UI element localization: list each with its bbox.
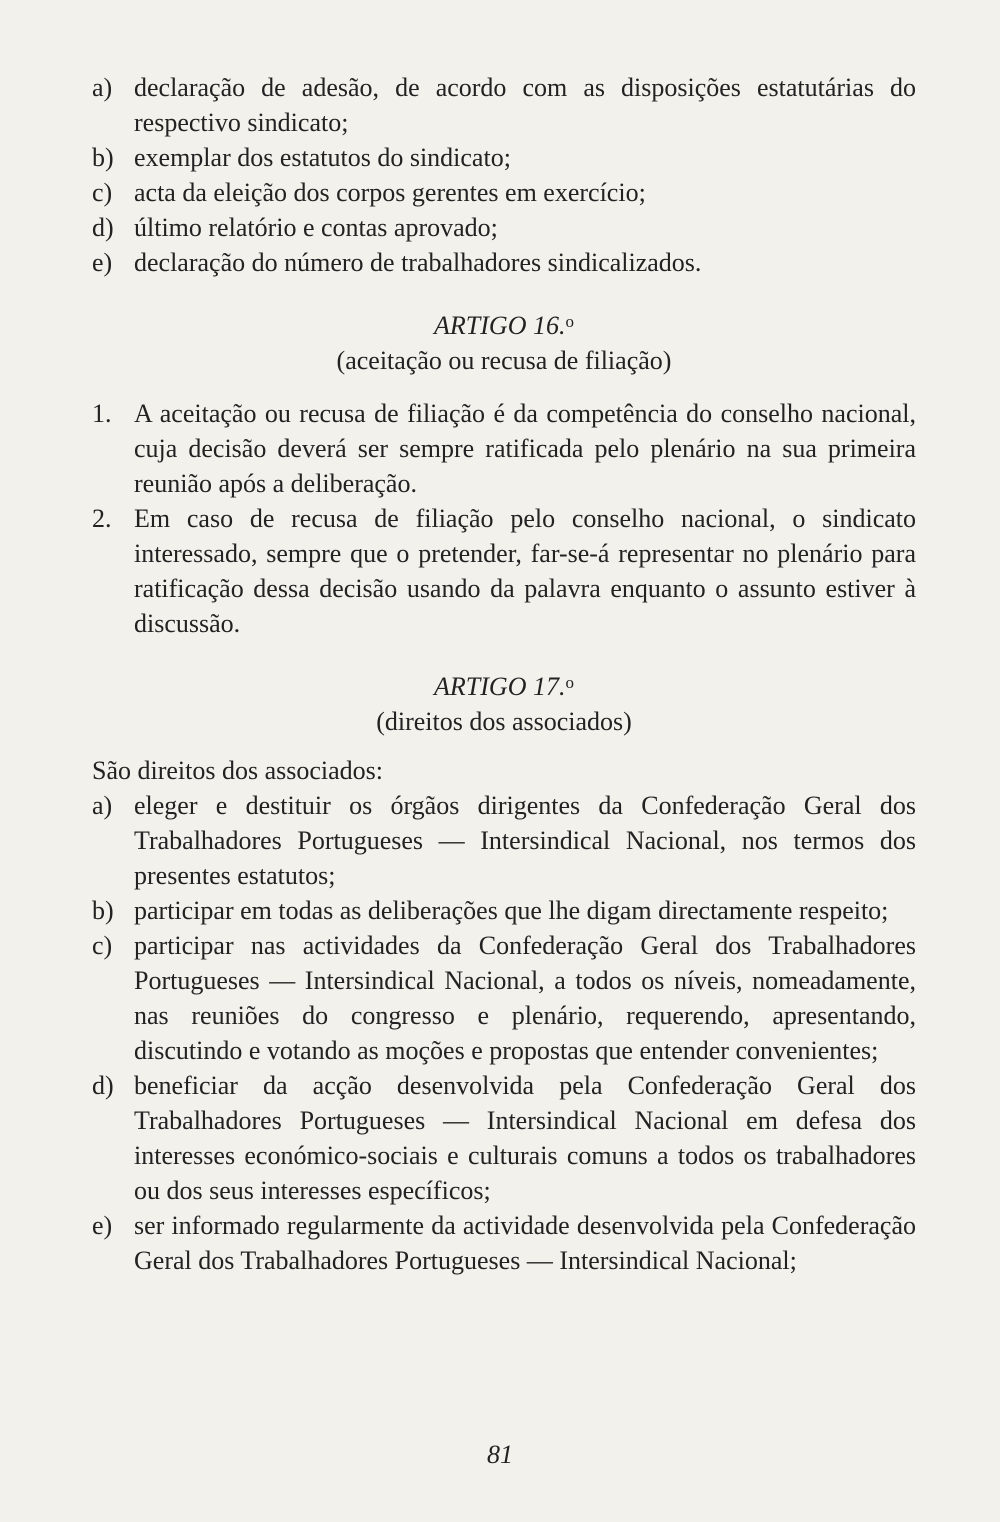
item-text: acta da eleição dos corpos gerentes em exercício; [134, 178, 646, 207]
item-marker: d) [92, 1071, 114, 1100]
page-number: 81 [487, 1440, 513, 1469]
item-text: ser informado regularmente da actividade desenvolvida pela Confederação Geral dos Trabalhadores Portugueses — Intersindical Nacional; [134, 1211, 916, 1275]
list-item [92, 70, 916, 140]
item-marker: 2. [92, 504, 112, 533]
item-marker: a) [92, 791, 113, 820]
article-title: ARTIGO 16. [434, 311, 566, 340]
list-item [92, 893, 916, 928]
article-16-body [92, 396, 916, 641]
item-text: participar em todas as deliberações que lhe digam directamente respeito; [134, 896, 889, 925]
item-text: beneficiar da acção desenvolvida pela Confederação Geral dos Trabalhadores Portugueses — Intersindical Nacional em defesa dos interesses económico-sociais e culturais comuns a todos os trabalhadores ou dos seus interesses específicos; [134, 1071, 916, 1205]
article-subtitle: (aceitação ou recusa de filiação) [336, 346, 672, 375]
item-marker: c) [92, 178, 113, 207]
item-text: declaração do número de trabalhadores sindicalizados. [134, 248, 702, 277]
item-marker: 1. [92, 399, 112, 428]
item-text: A aceitação ou recusa de filiação é da competência do conselho nacional, cuja decisão deverá ser sempre ratificada pelo plenário na sua primeira reunião após a deliberação. [134, 399, 916, 498]
article-17-heading [92, 669, 916, 739]
item-marker: b) [92, 143, 114, 172]
item-marker: c) [92, 931, 113, 960]
list-item [92, 210, 916, 245]
list-item [92, 1068, 916, 1208]
item-marker: e) [92, 1211, 113, 1240]
article-16-heading [92, 308, 916, 378]
item-text: eleger e destituir os órgãos dirigentes da Confederação Geral dos Trabalhadores Portugueses — Intersindical Nacional, nos termos dos presentes estatutos; [134, 791, 916, 890]
list-item [92, 175, 916, 210]
item-marker: b) [92, 896, 114, 925]
list-item [92, 396, 916, 501]
item-text: exemplar dos estatutos do sindicato; [134, 143, 511, 172]
list-item [92, 245, 916, 280]
list-item [92, 501, 916, 641]
article-intro: São direitos dos associados: [92, 756, 384, 785]
list-item [92, 928, 916, 1068]
article-subtitle: (direitos dos associados) [376, 707, 632, 736]
item-marker: d) [92, 213, 114, 242]
article-17-body [92, 788, 916, 1278]
item-text: declaração de adesão, de acordo com as disposições estatutárias do respectivo sindicato; [134, 73, 916, 137]
item-text: participar nas actividades da Confederação Geral dos Trabalhadores Portugueses — Intersindical Nacional, a todos os níveis, nomeadamente, nas reuniões do congresso e plenário, requerendo, apresentando, discutindo e votando as moções e propostas que entender convenientes; [134, 931, 916, 1065]
item-text: Em caso de recusa de filiação pelo conselho nacional, o sindicato interessado, sempre que o pretender, far-se-á representar no plenário para ratificação dessa decisão usando da palavra enquanto o assunto estiver à discussão. [134, 504, 916, 638]
item-marker: a) [92, 73, 113, 102]
article-title: ARTIGO 17. [434, 672, 566, 701]
ordinal-indicator: o [565, 673, 574, 692]
list-item [92, 788, 916, 893]
item-marker: e) [92, 248, 113, 277]
list-a [92, 70, 916, 280]
list-item [92, 1208, 916, 1278]
page-content [92, 70, 916, 1278]
list-item [92, 140, 916, 175]
item-text: último relatório e contas aprovado; [134, 213, 498, 242]
ordinal-indicator: o [565, 312, 574, 331]
